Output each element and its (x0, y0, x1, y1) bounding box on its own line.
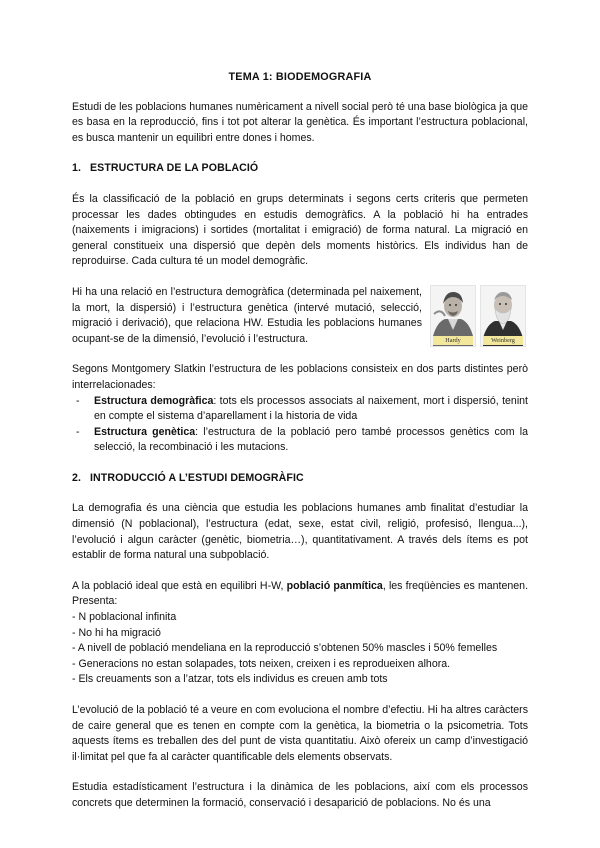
list-dash: - (76, 425, 80, 438)
list-item-term: Estructura genètica (94, 425, 196, 438)
list-item-text: : tots els processos associats al naixement, mort i dispersió, tenint en compte el sistema d’aparellament i la historia de vida (94, 394, 529, 423)
hardy-portrait (430, 285, 476, 347)
section-2-paragraph-4: Estudia estadísticament l’estructura i la dinàmica de les poblacions, així com els processos concrets que determinen la formació, conservació i desaparició de poblacions. No és una (72, 781, 528, 809)
population-structure-list (72, 394, 528, 456)
list-item-text: : l’estructura de la població pero també processos genètics com la selecció, la recombinació i les mutacions. (94, 425, 528, 454)
list-item (72, 425, 528, 456)
section-1-paragraph-3: Segons Montgomery Slatkin l’estructura de les poblacions consisteix en dos parts distintes però interrelacionades: (72, 363, 528, 391)
weinberg-caption: Weinberg (483, 336, 523, 345)
list-item (72, 394, 528, 425)
weinberg-portrait (480, 285, 526, 347)
section-2-title: INTRODUCCIÓ A L’ESTUDI DEMOGRÀFIC (90, 471, 304, 484)
panmictic-population-term: població panmítica (286, 579, 383, 592)
paragraph-text: , les freqüències es mantenen. Presenta: (72, 579, 529, 608)
list-dash: - (76, 394, 80, 407)
document-title: TEMA 1: BIODEMOGRAFIA (228, 71, 372, 83)
section-1-figure-block (72, 285, 528, 362)
section-1-paragraph-1: És la classificació de la població en grups determinats i segons certs criteris que permeten processar les dades obtingudes en estudis demogràfics. A la població hi ha entrades (naixements i imigracions) i sortides (mortalitat i emigració) de forma natural. La migració en general constitueix una dispersió que depèn dels moments històrics. Els individus han de reproduirse. Cada cultura té un model demogràfic. (72, 192, 528, 268)
list-item: - A nivell de població mendeliana en la reproducció s’obtenen 50% mascles i 50% femelles (72, 642, 498, 655)
list-item: - Els creuaments son a l’atzar, tots els individus es creuen amb tots (72, 673, 388, 686)
list-item-term: Estructura demogràfica (94, 394, 214, 407)
section-2-paragraph-2 (72, 579, 528, 610)
document-page (72, 70, 528, 827)
section-1-number: 1. (72, 162, 82, 175)
section-1-heading (72, 161, 528, 177)
section-1-title: ESTRUCTURA DE LA POBLACIÓ (90, 162, 259, 175)
ideal-population-conditions-list (72, 610, 528, 688)
intro-paragraph: Estudi de les poblacions humanes numèricament a nivell social però té una base biològica ja que es basa en la reproducció, fins i tot pot alterar la genètica. És important l’estructura poblacional, es busca mantenir un equilibri entre dones i homes. (72, 100, 528, 144)
hardy-weinberg-portraits (430, 285, 528, 347)
list-item: - Generacions no estan solapades, tots neixen, creixen i es reprodueixen alhora. (72, 657, 451, 670)
section-1-paragraph-2: Hi ha una relació en l’estructura demogràfica (determinada pel naixement, la mort, la dispersió) i l’estructura genètica (intervé mutació, selecció, migració i derivació), que relaciona HW. Estudia les poblacions humanes ocupant-se de la dimensió, l’evolució i l’estructura. (72, 285, 422, 345)
section-2-paragraph-1: La demografia és una ciència que estudia les poblacions humanes amb finalitat d’estudiar la dimensió (N poblacional), l’estructura (edat, sexe, estat civil, religió, profesisó, llengua...), l’evolució i algun caràcter (genètic, biometria…), quantitativament. A través dels ítems es pot establir de forma natural una subpoblació. (72, 502, 528, 562)
section-2-paragraph-3: L’evolució de la població té a veure en com evoluciona el nombre d’efectiu. Hi ha altres caràcters de caire general que es tenen en compte com la genètica, la biometria o la psicometria. Tots aquests ítems es treballen des del punt de vista quantitatiu. Això ofereix un camp d’investigació il·limitat pel que fa al caràcter quantificable dels elements observats. (72, 704, 528, 763)
paragraph-text: A la població ideal que està en equilibri H-W, (72, 579, 287, 592)
section-2-heading (72, 471, 528, 487)
list-item: - No hi ha migració (72, 626, 161, 639)
list-item: - N poblacional infinita (72, 611, 177, 624)
section-2-number: 2. (72, 471, 82, 484)
hardy-caption: Hardy (433, 336, 473, 345)
